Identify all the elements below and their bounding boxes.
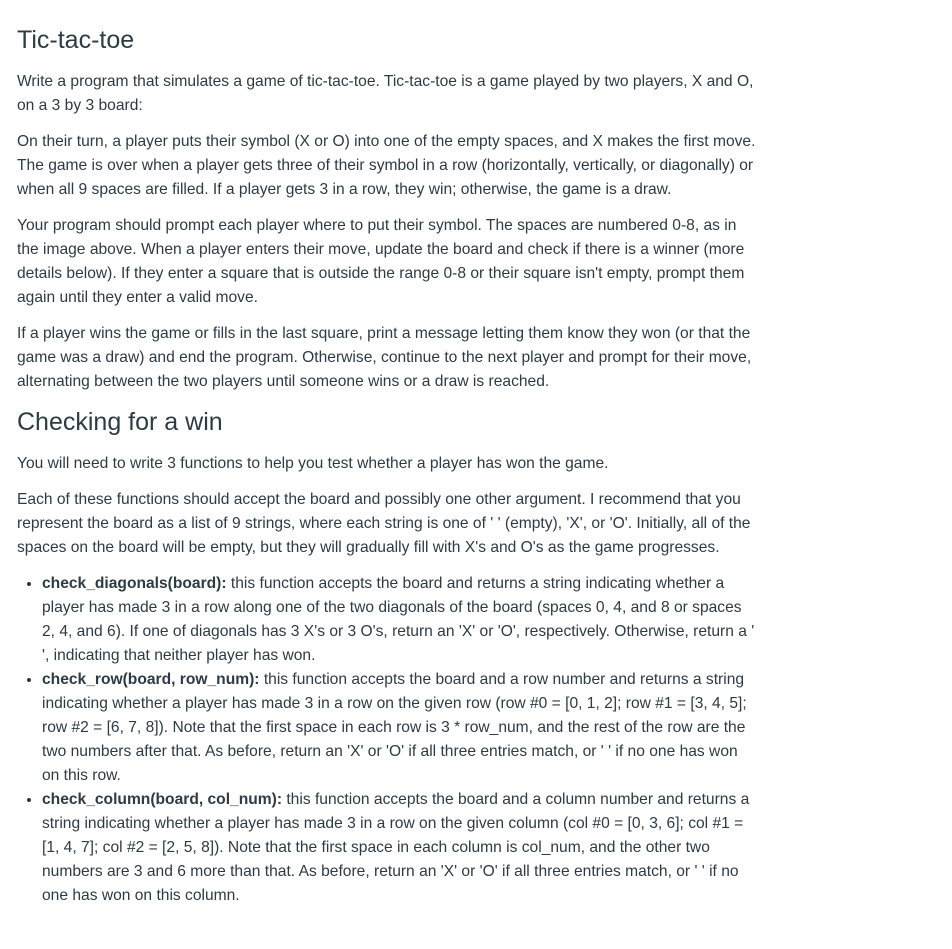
function-list: [17, 572, 757, 908]
function-item-check-diagonals: [42, 572, 757, 668]
intro-paragraph-1: Write a program that simulates a game of tic-tac-toe. Tic-tac-toe is a game played by two players, X and O, on a 3 by 3 board:: [17, 73, 754, 114]
intro-paragraph-2: On their turn, a player puts their symbol (X or O) into one of the empty spaces, and X makes the first move. The game is over when a player gets three of their symbol in a row (horizontally, vertically, or diagonally) or when all 9 spaces are filled. If a player gets 3 in a row, they win; otherwise, the game is a draw.: [17, 133, 756, 198]
page-title: Tic-tac-toe: [17, 26, 135, 54]
section-paragraph-2: Each of these functions should accept the board and possibly one other argument. I recommend that you represent the board as a list of 9 strings, where each string is one of ' ' (empty), 'X', or 'O'. Initially, all of the spaces on the board will be empty, but they will gradually fill with X's and O's as the game progresses.: [17, 491, 751, 556]
function-item-check-column: [42, 788, 757, 908]
function-description: this function accepts the board and returns a string indicating whether a player has made 3 in a row along one of the two diagonals of the board (spaces 0, 4, and 8 or spaces 2, 4, and 6). If one of diagonals has 3 X's or 3 O's, return an 'X' or 'O', respectively. Otherwise, return a ' ', indicating that neither player has won.: [42, 575, 755, 664]
function-signature: check_diagonals(board):: [42, 575, 227, 592]
intro-paragraph-4: If a player wins the game or fills in the last square, print a message letting them know they won (or that the game was a draw) and end the program. Otherwise, continue to the next player and prompt for their move, alternating between the two players until someone wins or a draw is reached.: [17, 325, 752, 390]
section-heading: Checking for a win: [17, 408, 223, 436]
intro-paragraph-3: Your program should prompt each player where to put their symbol. The spaces are numbered 0-8, as in the image above. When a player enters their move, update the board and check if there is a winner (more details below). If they enter a square that is outside the range 0-8 or their square isn't empty, prompt them again until they enter a valid move.: [17, 217, 745, 306]
function-item-check-row: [42, 668, 757, 788]
function-signature: check_row(board, row_num):: [42, 671, 260, 688]
function-description: this function accepts the board and a row number and returns a string indicating whether a player has made 3 in a row on the given row (row #0 = [0, 1, 2]; row #1 = [3, 4, 5]; row #2 = [6, 7, 8]). Note that the first space in each row is 3 * row_num, and the rest of the row are the two numbers after that. As before, return an 'X' or 'O' if all three entries match, or ' ' if no one has won on this row.: [42, 671, 747, 784]
assignment-content: [17, 24, 757, 908]
function-description: this function accepts the board and a column number and returns a string indicating whether a player has made 3 in a row on the given column (col #0 = [0, 3, 6]; col #1 = [1, 4, 7]; col #2 = [2, 5, 8]). Note that the first space in each column is col_num, and the other two numbers are 3 and 6 more than that. As before, return an 'X' or 'O' if all three entries match, or ' ' if no one has won on this column.: [42, 791, 750, 904]
function-signature: check_column(board, col_num):: [42, 791, 283, 808]
section-paragraph-1: You will need to write 3 functions to help you test whether a player has won the game.: [17, 455, 609, 472]
